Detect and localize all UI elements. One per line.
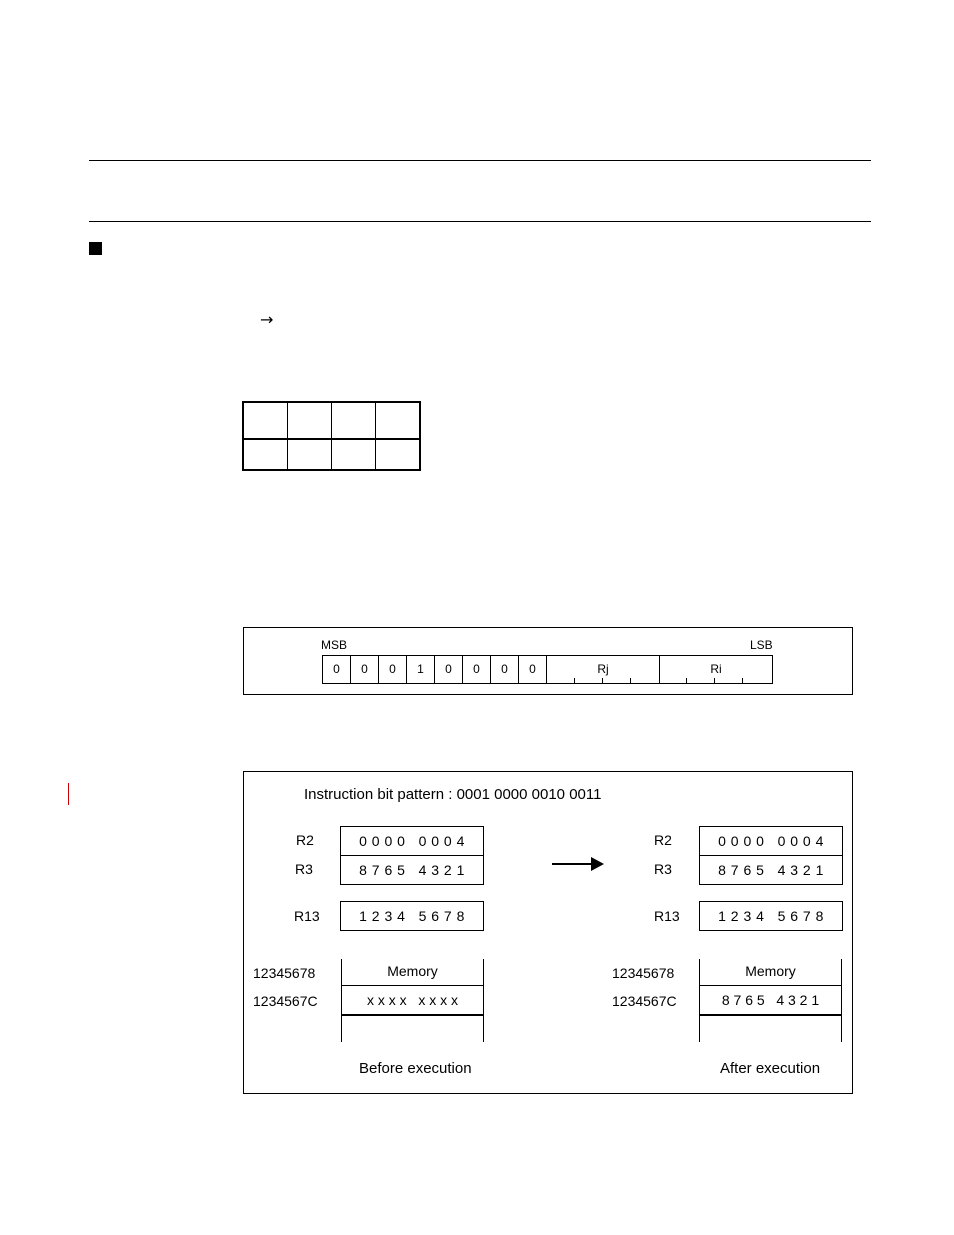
- address-label: 12345678: [253, 965, 316, 981]
- r13-register: [699, 901, 843, 931]
- bottom-rule: [89, 221, 871, 222]
- bit-cell: 0: [491, 656, 519, 683]
- memory-label: Memory: [700, 959, 841, 986]
- bit-cell: 0: [519, 656, 547, 683]
- r2-value: 0 0 0 0 0 0 0 4: [718, 833, 824, 849]
- table-cell: [376, 402, 421, 439]
- bit-cell: 1: [407, 656, 435, 683]
- table-cell: [243, 402, 288, 439]
- bit-cell: 0: [463, 656, 491, 683]
- memory-value: 8 7 6 5 4 3 2 1: [700, 986, 841, 1016]
- bit-tick: [714, 678, 715, 683]
- r2-label: R2: [296, 832, 314, 848]
- r13-label: R13: [294, 908, 320, 924]
- flag-table: [242, 401, 421, 471]
- register-pair: [340, 826, 484, 885]
- table-cell: [332, 439, 376, 470]
- section-bullet-icon: [89, 242, 102, 255]
- memory-label: Memory: [342, 959, 483, 986]
- arrow-symbol: →: [260, 310, 274, 329]
- instruction-bit-pattern: Instruction bit pattern : 0001 0000 0010 0011: [304, 786, 602, 803]
- memory-block: [341, 959, 484, 1042]
- bit-cell: 0: [351, 656, 379, 683]
- table-cell: [332, 402, 376, 439]
- r3-value: 8 7 6 5 4 3 2 1: [700, 855, 842, 884]
- r13-register: [340, 901, 484, 931]
- after-caption: After execution: [720, 1060, 821, 1077]
- r3-label: R3: [654, 861, 672, 877]
- bit-cell: 0: [323, 656, 351, 683]
- r2-label: R2: [654, 832, 672, 848]
- r13-value: 1 2 3 4 5 6 7 8: [718, 908, 824, 924]
- rj-label: Rj: [597, 662, 609, 676]
- ri-label: Ri: [710, 662, 722, 676]
- top-rule: [89, 160, 871, 161]
- address-label: 1234567C: [253, 993, 318, 1009]
- memory-value: x x x x x x x x: [342, 986, 483, 1016]
- bit-cell: 0: [435, 656, 463, 683]
- table-cell: [243, 439, 288, 470]
- ri-field: [660, 656, 772, 683]
- register-pair: [699, 826, 843, 885]
- instruction-bit-field: [322, 655, 773, 684]
- address-label: 12345678: [612, 965, 675, 981]
- bit-cell: 0: [379, 656, 407, 683]
- r13-value: 1 2 3 4 5 6 7 8: [359, 908, 465, 924]
- lsb-label: LSB: [750, 638, 773, 652]
- bit-tick: [686, 678, 687, 683]
- memory-block: [699, 959, 842, 1042]
- bit-tick: [574, 678, 575, 683]
- execution-example-box: [243, 771, 853, 1094]
- r3-value: 8 7 6 5 4 3 2 1: [341, 855, 483, 884]
- right-arrow-icon: [551, 854, 605, 874]
- r2-value: 0 0 0 0 0 0 0 4: [359, 833, 465, 849]
- rj-field: [547, 656, 660, 683]
- r13-label: R13: [654, 908, 680, 924]
- msb-label: MSB: [321, 638, 348, 652]
- change-bar: [68, 783, 69, 805]
- bit-tick: [630, 678, 631, 683]
- table-cell: [288, 439, 332, 470]
- before-caption: Before execution: [359, 1060, 472, 1077]
- bit-tick: [742, 678, 743, 683]
- table-cell: [376, 439, 421, 470]
- bit-tick: [602, 678, 603, 683]
- r3-label: R3: [295, 861, 313, 877]
- address-label: 1234567C: [612, 993, 677, 1009]
- table-cell: [288, 402, 332, 439]
